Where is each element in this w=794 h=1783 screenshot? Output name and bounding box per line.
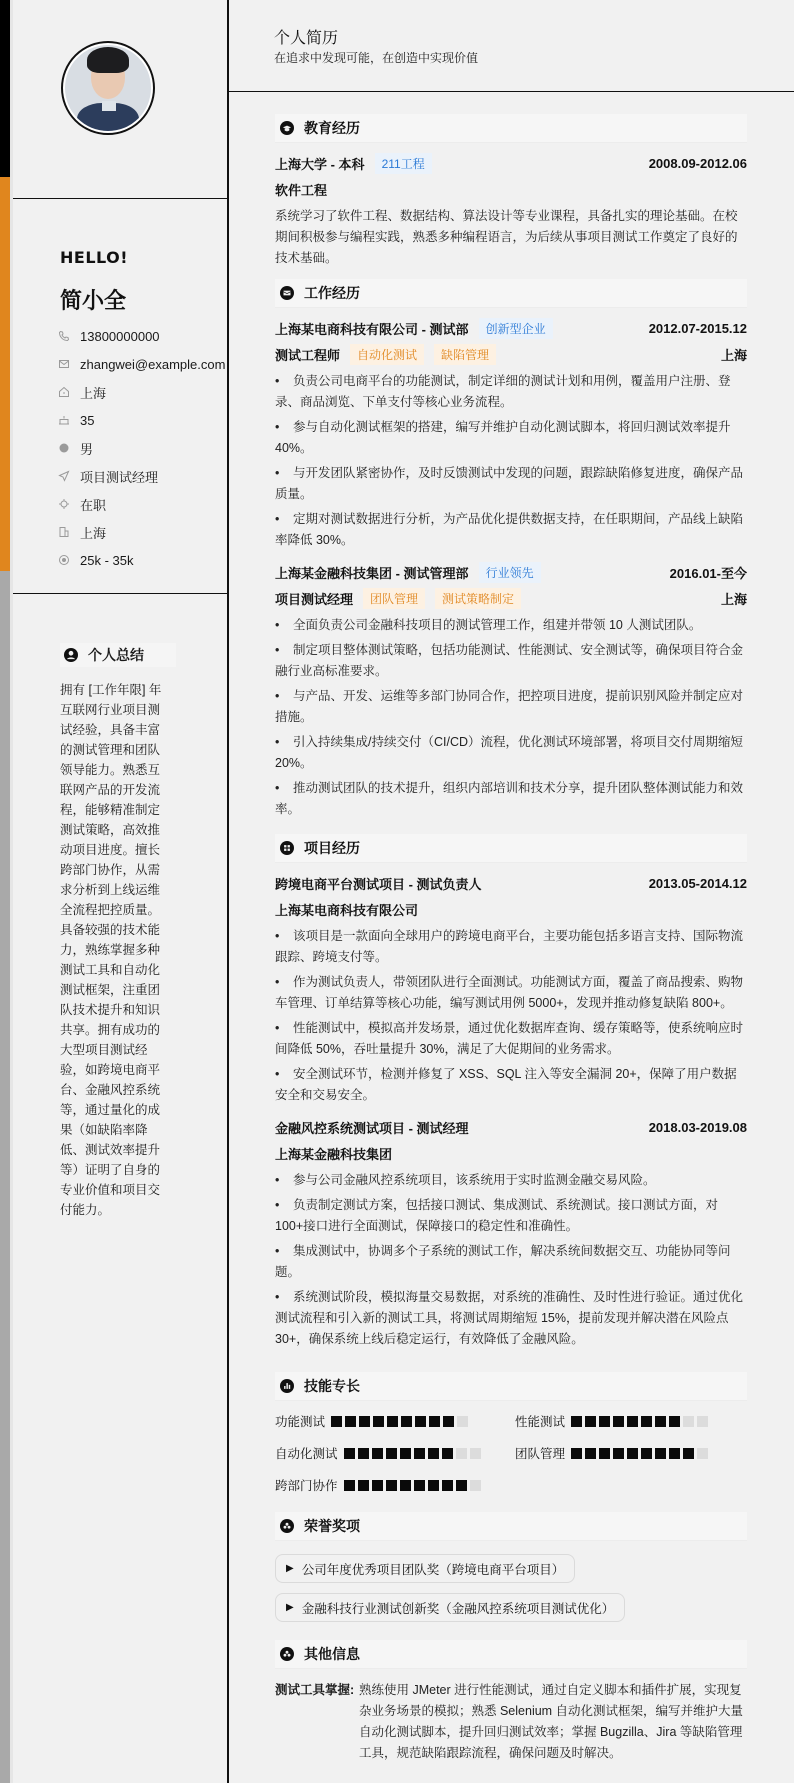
- section-title: 工作经历: [304, 285, 360, 301]
- info-status: [58, 490, 225, 518]
- list-item: • 与开发团队紧密协作，及时反馈测试中发现的问题，跟踪缺陷修复进度，确保产品质量。: [275, 466, 744, 501]
- section-title: 荣誉奖项: [304, 1518, 360, 1534]
- info-phone: [58, 322, 225, 350]
- job-entry: [275, 315, 747, 551]
- accent-black: [0, 0, 10, 177]
- list-item: • 作为测试负责人，带领团队进行全面测试。功能测试方面，覆盖了商品搜索、购物车管理、订单结算等核心功能，编写测试用例 5000+，发现并推动修复缺陷 800+。: [275, 975, 744, 1010]
- other-section: [275, 1640, 747, 1764]
- section-heading: [275, 114, 747, 142]
- project-date: 2013.05-2014.12: [648, 875, 747, 891]
- summary-text: 拥有 [工作年限] 年互联网行业项目测试经验，具备丰富的测试管理和团队领导能力。熟悉互联网产品的开发流程，能够精准制定测试策略，高效推动项目进度。擅长跨部门协作，从需求分析到上线运维全流程把控质量。具备较强的技术能力，熟练掌握多种测试工具和自动化测试框架，注重团队技术提升和知识共享。拥有成功的大型项目测试经验，如跨境电商平台、金融风控系统等，通过量化的成果（如缺陷率降低、测试效率提升等）证明了自身的专业价值和项目交付能力。: [60, 683, 162, 1217]
- section-title: 教育经历: [304, 120, 360, 136]
- list-item: • 定期对测试数据进行分析，为产品优化提供数据支持，在任职期间，产品线上缺陷率降低 30%。: [275, 512, 744, 547]
- education-date: 2008.09-2012.06: [648, 155, 747, 171]
- skill-tag: 自动化测试: [350, 344, 424, 365]
- status-icon: [58, 498, 70, 510]
- list-item: • 负责制定测试方案，包括接口测试、集成测试、系统测试。接口测试方面，对 100+接口进行全面测试，保障接口的稳定性和准确性。: [275, 1198, 719, 1233]
- job-role: 项目测试经理: [275, 591, 354, 607]
- other-label: 测试工具掌握:: [275, 1683, 355, 1697]
- info-position: [58, 462, 225, 490]
- info-city: [58, 518, 225, 546]
- company-name: 上海某电商科技有限公司 - 测试部: [275, 321, 469, 337]
- send-icon: [58, 470, 70, 482]
- contact-info-list: [58, 322, 225, 574]
- award-icon: [280, 1519, 294, 1533]
- project-entry: [275, 1114, 747, 1350]
- section-heading: [275, 834, 747, 862]
- avatar: [61, 41, 155, 135]
- list-item: • 参与公司金融风控系统项目，该系统用于实时监测金融交易风险。: [275, 1173, 656, 1187]
- header-divider: [229, 91, 794, 92]
- company-tag: 创新型企业: [479, 318, 553, 339]
- skill-tag: 测试策略制定: [435, 588, 521, 609]
- cake-icon: [58, 414, 70, 426]
- skill-level-bar: [331, 1416, 468, 1427]
- job-bullets: [275, 615, 747, 820]
- info-text: 男: [80, 441, 94, 457]
- job-role: 测试工程师: [275, 347, 341, 363]
- info-text: 在职: [80, 497, 107, 513]
- job-bullets: [275, 371, 747, 551]
- school-tag: 211工程: [375, 153, 432, 174]
- bar-chart-icon: [280, 1379, 294, 1393]
- building-icon: [58, 526, 70, 538]
- company-tag: 行业领先: [479, 562, 541, 583]
- left-accent-strip: [0, 0, 10, 1783]
- briefcase-icon: [280, 286, 294, 300]
- projects-section: [275, 834, 747, 1350]
- other-text: 熟练使用 JMeter 进行性能测试，通过自定义脚本和插件扩展，实现复杂业务场景的模拟；熟悉 Selenium 自动化测试框架，编写并维护大量自动化测试脚本，提升回归测试效率；掌握 Bugzilla、Jira 等缺陷管理工具，规范缺陷跟踪流程，确保问题及时解决。: [359, 1683, 744, 1760]
- main-content: [229, 0, 794, 1783]
- skill-level-bar: [571, 1416, 708, 1427]
- list-item: • 参与自动化测试框架的搭建，编写并维护自动化测试脚本，将回归测试效率提升 40%。: [275, 420, 731, 455]
- awards-section: [275, 1512, 747, 1632]
- section-title: 其他信息: [304, 1646, 360, 1662]
- skill-item: 功能测试: [275, 1408, 515, 1434]
- section-heading: [275, 1512, 747, 1540]
- page-header: [229, 0, 794, 92]
- info-text: zhangwei@example.com: [80, 356, 226, 372]
- summary-title: 个人总结: [88, 647, 144, 663]
- section-heading: [275, 279, 747, 307]
- sidebar-divider-bottom: [13, 593, 227, 594]
- gender-icon: [58, 442, 70, 454]
- school-name: 上海大学 - 本科: [275, 156, 365, 172]
- info-text: 35: [80, 412, 95, 428]
- resume-sections: [275, 114, 747, 1764]
- section-heading: [275, 1640, 747, 1668]
- skills-section: [275, 1372, 747, 1498]
- major: 软件工程: [275, 182, 328, 198]
- list-item: • 全面负责公司金融科技项目的测试管理工作，组建并带领 10 人测试团队。: [275, 618, 702, 632]
- list-item: • 负责公司电商平台的功能测试，制定详细的测试计划和用例，覆盖用户注册、登录、商品浏览、下单支付等核心业务流程。: [275, 374, 731, 409]
- list-item: • 性能测试中，模拟高并发场景，通过优化数据库查询、缓存策略等，使系统响应时间降低 50%，吞吐量提升 30%，满足了大促期间的业务需求。: [275, 1021, 744, 1056]
- info-salary: [58, 546, 225, 574]
- skills-grid: [275, 1408, 747, 1498]
- award-item[interactable]: ▶ 金融科技行业测试创新奖（金融风控系统项目测试优化）: [275, 1593, 625, 1622]
- skill-item: 性能测试: [515, 1408, 747, 1434]
- info-location: [58, 378, 225, 406]
- company-name: 上海某金融科技集团 - 测试管理部: [275, 565, 469, 581]
- avatar-photo: [65, 45, 151, 131]
- list-item: • 该项目是一款面向全球用户的跨境电商平台，主要功能包括多语言支持、国际物流跟踪、跨境支付等。: [275, 929, 744, 964]
- user-icon: [64, 648, 78, 662]
- summary-heading: [60, 643, 176, 667]
- list-item: • 制定项目整体测试策略，包括功能测试、性能测试、安全测试等，确保项目符合金融行业高标准要求。: [275, 643, 744, 678]
- person-name: 简小全: [60, 288, 127, 313]
- skill-tag: 缺陷管理: [434, 344, 496, 365]
- job-date: 2012.07-2015.12: [648, 320, 747, 336]
- info-email: [58, 350, 225, 378]
- project-company: 上海某电商科技有限公司: [275, 902, 419, 918]
- home-icon: [58, 386, 70, 398]
- sidebar-divider-top: [13, 198, 227, 199]
- list-item: • 集成测试中，协调多个子系统的测试工作，解决系统间数据交互、功能协同等问题。: [275, 1244, 731, 1279]
- info-text: 项目测试经理: [80, 469, 159, 485]
- list-item: • 引入持续集成/持续交付（CI/CD）流程，优化测试环境部署，将项目交付周期缩短 20%。: [275, 735, 744, 770]
- section-title: 技能专长: [304, 1378, 360, 1394]
- page-subtitle: 在追求中发现可能，在创造中实现价值: [274, 51, 479, 65]
- info-gender: [58, 434, 225, 462]
- project-name: 金融风控系统测试项目 - 测试经理: [275, 1120, 469, 1136]
- grid-icon: [280, 841, 294, 855]
- award-list: [275, 1554, 747, 1632]
- job-city: 上海: [720, 347, 747, 363]
- skill-level-bar: [344, 1480, 481, 1491]
- project-bullets: [275, 926, 747, 1106]
- work-section: [275, 279, 747, 820]
- info-text: 25k - 35k: [80, 552, 134, 568]
- list-item: • 安全测试环节，检测并修复了 XSS、SQL 注入等安全漏洞 20+，保障了用户数据安全和交易安全。: [275, 1067, 737, 1102]
- skill-level-bar: [571, 1448, 708, 1459]
- page-title: 个人简历: [274, 30, 339, 47]
- project-name: 跨境电商平台测试项目 - 测试负责人: [275, 876, 482, 892]
- skill-level-bar: [344, 1448, 481, 1459]
- triangle-right-icon: ▶: [286, 1602, 294, 1613]
- section-heading: [275, 1372, 747, 1400]
- section-title: 项目经历: [304, 840, 360, 856]
- skill-item: 团队管理: [515, 1440, 747, 1466]
- project-entry: [275, 870, 747, 1106]
- education-row: [275, 150, 747, 176]
- phone-icon: [58, 330, 70, 342]
- education-section: [275, 114, 747, 269]
- info-text: 上海: [80, 385, 107, 401]
- list-item: • 系统测试阶段，模拟海量交易数据，对系统的准确性、及时性进行验证。通过优化测试流程和引入新的测试工具，将测试周期缩短 15%，提前发现并解决潜在风险点 30+，确保系统上线后稳定运行，有效降低了金融风险。: [275, 1290, 744, 1346]
- job-date: 2016.01-至今: [669, 565, 747, 581]
- triangle-right-icon: ▶: [286, 1563, 294, 1574]
- education-desc: 系统学习了软件工程、数据结构、算法设计等专业课程，具备扎实的理论基础。在校期间积极参与编程实践，熟悉多种编程语言，为后续从事项目测试工作奠定了良好的技术基础。: [275, 209, 738, 265]
- graduation-cap-icon: [280, 121, 294, 135]
- accent-orange: [0, 177, 10, 571]
- info-age: [58, 406, 225, 434]
- salary-icon: [58, 554, 70, 566]
- list-item: • 推动测试团队的技术提升，组织内部培训和技术分享，提升团队整体测试能力和效率。: [275, 781, 744, 816]
- skill-item: 自动化测试: [275, 1440, 515, 1466]
- skill-item: 跨部门协作: [275, 1472, 515, 1498]
- hello-heading: HELLO!: [60, 248, 129, 267]
- skill-tag: 团队管理: [363, 588, 425, 609]
- other-info-row: [275, 1680, 747, 1764]
- info-icon: [280, 1647, 294, 1661]
- mail-icon: [58, 358, 70, 370]
- info-text: 13800000000: [80, 328, 160, 344]
- project-date: 2018.03-2019.08: [648, 1119, 747, 1135]
- job-city: 上海: [720, 591, 747, 607]
- project-company: 上海某金融科技集团: [275, 1146, 393, 1162]
- award-item[interactable]: ▶ 公司年度优秀项目团队奖（跨境电商平台项目）: [275, 1554, 575, 1583]
- project-bullets: [275, 1170, 747, 1350]
- list-item: • 与产品、开发、运维等多部门协同合作，把控项目进度，提前识别风险并制定应对措施。: [275, 689, 744, 724]
- info-text: 上海: [80, 525, 107, 541]
- job-entry: [275, 559, 747, 820]
